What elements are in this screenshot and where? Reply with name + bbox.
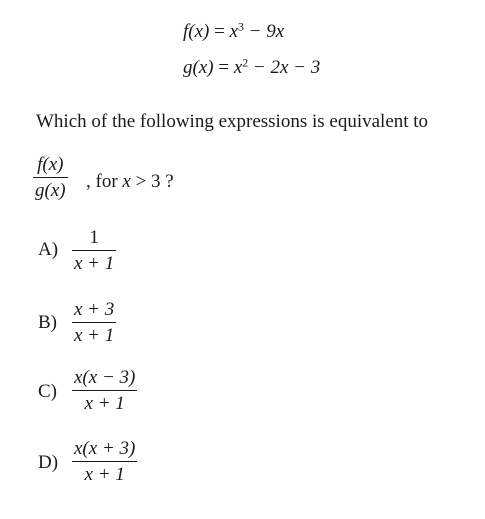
f-lhs: f(x) [183, 21, 210, 42]
g-rhs-var: x [233, 57, 243, 78]
condition-prefix: , for [86, 171, 123, 192]
f-rhs-exponent: 3 [238, 20, 244, 34]
choice-b-denominator: x + 1 [74, 325, 115, 347]
question-text: Which of the following expressions is equivalent to [36, 111, 429, 132]
choice-a-denominator: x + 1 [74, 253, 115, 275]
question-fraction [33, 155, 68, 200]
question-fraction-denominator: g(x) [35, 180, 66, 202]
choice-c-fraction[interactable] [72, 368, 137, 413]
equals-sign: = [218, 57, 234, 78]
f-rhs-rest: − 9x [243, 21, 285, 42]
f-rhs-var: x [229, 21, 239, 42]
equals-sign: = [214, 21, 230, 42]
g-rhs-exponent: 2 [242, 56, 249, 70]
g-rhs-rest: − 2x − 3 [248, 57, 321, 78]
g-lhs: g(x) [183, 57, 214, 78]
question-fraction-numerator: f(x) [37, 154, 64, 175]
choice-d-denominator: x + 1 [84, 464, 125, 486]
choice-a-letter[interactable]: A) [38, 239, 59, 260]
choice-b-fraction[interactable] [72, 300, 116, 345]
choice-c-letter[interactable]: C) [38, 381, 57, 402]
choice-d-letter[interactable]: D) [38, 452, 59, 473]
choice-c-numerator: x(x − 3) [74, 367, 136, 388]
choice-d-numerator: x(x + 3) [74, 438, 136, 459]
choice-b-numerator: x + 3 [74, 299, 115, 320]
function-f-definition [183, 22, 284, 41]
choice-a-numerator: 1 [89, 227, 99, 248]
choice-b-letter[interactable]: B) [38, 312, 57, 333]
condition-var: x [122, 171, 131, 192]
condition-rest: > 3 ? [130, 171, 174, 192]
choice-a-fraction[interactable] [72, 228, 116, 273]
choice-c-denominator: x + 1 [84, 393, 125, 415]
function-g-definition [183, 58, 320, 77]
choice-d-fraction[interactable] [72, 439, 137, 484]
question-condition [86, 171, 174, 193]
